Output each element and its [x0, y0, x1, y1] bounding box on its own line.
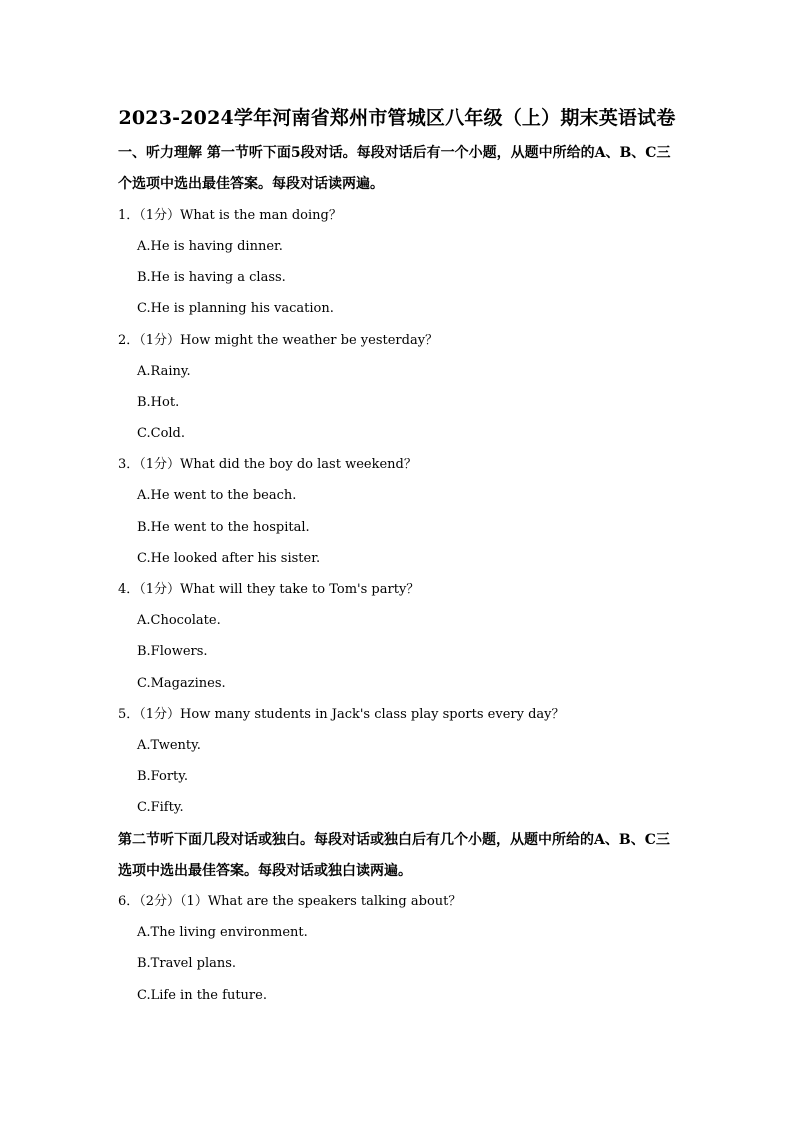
question-5-option-c: C.Fifty. [137, 800, 184, 815]
question-4-option-b: B.Flowers. [137, 644, 208, 659]
listening-section-1-instructions: 一、听力理解 第一节听下面5段对话。每段对话后有一个小题，从题中所给的A、B、C三个选项中选出最佳答案。每段对话读两遍。 [118, 145, 671, 192]
question-2-option-b: B.Hot. [137, 395, 180, 410]
question-3-option-c: C.He looked after his sister. [137, 551, 321, 566]
question-1-stem: 1．（1分）What is the man doing？ [118, 208, 342, 223]
question-4-option-c: C.Magazines. [137, 676, 226, 691]
listening-section-2-instructions: 第二节听下面几段对话或独白。每段对话或独白后有几个小题，从题中所给的A、B、C三选项中选出最佳答案。每段对话或独白读两遍。 [118, 832, 670, 879]
question-5-option-b: B.Forty. [137, 769, 189, 784]
question-1-option-a: A.He is having dinner. [137, 239, 283, 254]
question-5-option-a: A.Twenty. [137, 738, 201, 753]
question-4-stem: 4．（1分）What will they take to Tom's party？ [118, 582, 420, 597]
question-3-option-a: A.He went to the beach. [137, 488, 297, 503]
question-1-option-b: B.He is having a class. [137, 270, 286, 285]
question-2-stem: 2．（1分）How might the weather be yesterday？ [118, 333, 439, 348]
question-3-stem: 3．（1分）What did the boy do last weekend？ [118, 457, 417, 472]
question-6-option-a: A.The living environment. [137, 925, 308, 940]
question-6-stem: 6．（2分）（1）What are the speakers talking about？ [118, 894, 462, 909]
exam-title: 2023-2024学年河南省郑州市管城区八年级（上）期末英语试卷 [118, 107, 676, 129]
question-3-option-b: B.He went to the hospital. [137, 520, 310, 535]
question-1-option-c: C.He is planning his vacation. [137, 301, 334, 316]
question-6-option-c: C.Life in the future. [137, 988, 267, 1003]
question-6-option-b: B.Travel plans. [137, 956, 237, 971]
question-2-option-a: A.Rainy. [137, 364, 191, 379]
question-2-option-c: C.Cold. [137, 426, 186, 441]
question-5-stem: 5．（1分）How many students in Jack's class play sports every day？ [118, 707, 565, 722]
question-4-option-a: A.Chocolate. [137, 613, 221, 628]
